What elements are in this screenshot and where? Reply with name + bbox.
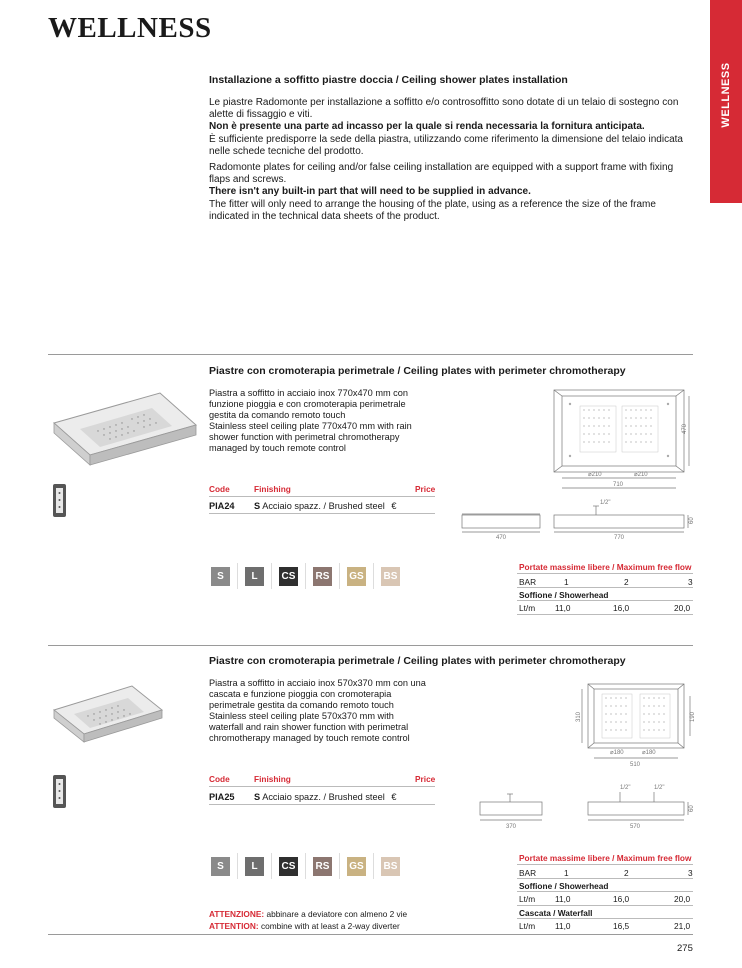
swatch-separator [305, 563, 306, 589]
dim-spacing-a: ⌀180 [610, 750, 624, 756]
ceiling-plate-illustration [50, 676, 170, 748]
col-code-header: Code [209, 484, 230, 494]
table-rule [517, 600, 693, 601]
touch-remote-icon [52, 774, 68, 810]
finish-swatches [211, 563, 400, 589]
dim-side-a: 370 [506, 824, 517, 830]
flow-value: 21,0 [674, 921, 691, 931]
product-code: PIA24 [209, 501, 235, 511]
side-tab-label: WELLNESS [720, 62, 732, 128]
section-divider [48, 645, 693, 646]
warning-en [209, 921, 400, 931]
col-code-header: Code [209, 774, 230, 784]
dim-spacing-b: ⌀180 [642, 750, 656, 756]
swatch-separator [339, 563, 340, 589]
page-title: WELLNESS [48, 12, 212, 44]
section-side-tab [710, 0, 742, 203]
flow-value: 16,5 [613, 921, 630, 931]
table-rule [209, 496, 435, 497]
technical-drawing [474, 678, 698, 836]
intro-it-3: È sufficiente predisporre la sede della piastra, utilizzando come riferimento la dimensione del telaio indicata nelle schede tecniche del prodotto. [209, 133, 683, 157]
flow-bar-label: BAR [519, 577, 537, 587]
dim-spacing-a: ⌀210 [588, 472, 602, 478]
table-rule [517, 587, 693, 588]
flow-table-title: Portate massime libere / Maximum free flow [519, 562, 692, 572]
table-rule [517, 614, 693, 615]
intro-heading: Installazione a soffitto piastre doccia / Ceiling shower plates installation [209, 74, 568, 86]
flow-table-title: Portate massime libere / Maximum free flow [519, 853, 692, 863]
footer-rule [48, 934, 693, 935]
swatch-s: S [211, 567, 230, 586]
product-description [209, 678, 429, 744]
flow-group-name: Soffione / Showerhead [519, 881, 609, 891]
swatch-rs: RS [313, 567, 332, 586]
finish-name: Acciaio spazz. / Brushed steel [262, 501, 385, 511]
table-rule [517, 891, 693, 892]
flow-bar-1: 1 [564, 868, 569, 878]
product-code: PIA25 [209, 792, 235, 802]
finish-swatches [211, 853, 400, 879]
intro-it-1: Le piastre Radomonte per installazione a soffitto e/o controsoffitto sono dotate di un telaio di sostegno con alette di fissaggio e viti. [209, 97, 679, 121]
desc-it: Piastra a soffitto in acciaio inox 570x370 mm con una cascata e funzione pioggia con cromoterapia perimetrale gestita da comando remoto touch [209, 678, 426, 710]
dim-depth: 60 [689, 805, 695, 812]
flow-bar-2: 2 [624, 868, 629, 878]
section-divider [48, 354, 693, 355]
dim-side-b: 570 [630, 824, 641, 830]
table-rule [209, 513, 435, 514]
flow-unit: Lt/m [519, 894, 536, 904]
flow-value: 11,0 [555, 921, 571, 931]
desc-en: Stainless steel ceiling plate 770x470 mm with rain shower function with perimetral chromotherapy managed by touch remote control [209, 421, 412, 453]
dim-height: 470 [682, 423, 688, 434]
flow-value: 16,0 [613, 894, 630, 904]
swatch-cs: CS [279, 857, 298, 876]
intro-en-1: Radomonte plates for ceiling and/or false ceiling installation are equipped with a support frame with fixing flaps and screws. [209, 162, 674, 186]
table-rule [517, 878, 693, 879]
touch-remote-icon [52, 483, 68, 519]
swatch-gs: GS [347, 567, 366, 586]
price-currency: € [391, 792, 397, 802]
col-price-header: Price [415, 774, 436, 784]
dim-spacing-b: ⌀210 [634, 472, 648, 478]
swatch-separator [271, 563, 272, 589]
swatch-gs: GS [347, 857, 366, 876]
warning-it-label: ATTENZIONE: [209, 909, 265, 919]
product-title: Piastre con cromoterapia perimetrale / Ceiling plates with perimeter chromotherapy [209, 655, 626, 667]
swatch-separator [237, 853, 238, 879]
finish-row [254, 792, 396, 802]
dim-side-b: 770 [614, 535, 625, 541]
swatch-separator [237, 563, 238, 589]
flow-group-name: Soffione / Showerhead [519, 590, 609, 600]
swatch-s: S [211, 857, 230, 876]
table-rule [517, 573, 693, 574]
swatch-separator [271, 853, 272, 879]
dim-height-right: 190 [690, 711, 696, 722]
swatch-cs: CS [279, 567, 298, 586]
finish-code: S [254, 501, 261, 511]
flow-value: 16,0 [613, 603, 630, 613]
finish-name: Acciaio spazz. / Brushed steel [262, 792, 385, 802]
dim-depth: 60 [689, 517, 695, 524]
flow-unit: Lt/m [519, 921, 536, 931]
product-description [209, 388, 429, 454]
warning-en-label: ATTENTION: [209, 921, 259, 931]
dim-pipe: 1/2" [600, 500, 611, 506]
swatch-separator [373, 853, 374, 879]
swatch-bs: BS [381, 567, 400, 586]
swatch-rs: RS [313, 857, 332, 876]
col-finishing-header: Finishing [254, 484, 291, 494]
dim-side-a: 470 [496, 535, 507, 541]
finish-code: S [254, 792, 261, 802]
swatch-l: L [245, 857, 264, 876]
intro-en-3: The fitter will only need to arrange the housing of the plate, using as a reference the size of the frame indicated in the technical data sheets of the product. [209, 198, 656, 222]
swatch-separator [339, 853, 340, 879]
page-number: 275 [677, 943, 693, 954]
flow-value: 11,0 [555, 894, 571, 904]
flow-value: 20,0 [674, 603, 691, 613]
desc-en: Stainless steel ceiling plate 570x370 mm with waterfall and rain shower function with perimetral chromotherapy managed by touch remote control [209, 711, 410, 743]
swatch-separator [305, 853, 306, 879]
warning-it [209, 909, 407, 919]
dim-height: 310 [576, 711, 582, 722]
desc-it: Piastra a soffitto in acciaio inox 770x470 mm con funzione pioggia e con cromoterapia perimetrale gestita da comando remoto touch [209, 388, 408, 420]
technical-drawing [458, 384, 698, 542]
table-rule [209, 786, 435, 787]
intro-body [209, 97, 695, 223]
dim-pipe-b: 1/2" [654, 785, 665, 791]
intro-it-2: Non è presente una parte ad incasso per la quale si renda necessaria la fornitura anticipata. [209, 121, 645, 133]
flow-bar-1: 1 [564, 577, 569, 587]
swatch-l: L [245, 567, 264, 586]
flow-bar-3: 3 [688, 868, 693, 878]
warning-en-text: combine with at least a 2-way diverter [260, 921, 400, 931]
col-finishing-header: Finishing [254, 774, 291, 784]
table-rule [517, 918, 693, 919]
flow-value: 11,0 [555, 603, 571, 613]
flow-unit: Lt/m [519, 603, 536, 613]
product-title: Piastre con cromoterapia perimetrale / Ceiling plates with perimeter chromotherapy [209, 365, 626, 377]
swatch-separator [373, 563, 374, 589]
table-rule [517, 864, 693, 865]
dim-width: 510 [630, 762, 641, 768]
swatch-bs: BS [381, 857, 400, 876]
flow-group-name: Cascata / Waterfall [519, 908, 593, 918]
dim-pipe-a: 1/2" [620, 785, 631, 791]
flow-bar-label: BAR [519, 868, 537, 878]
warning-it-text: abbinare a deviatore con almeno 2 vie [266, 909, 408, 919]
finish-row [254, 501, 396, 511]
table-rule [209, 804, 435, 805]
table-rule [517, 905, 693, 906]
col-price-header: Price [415, 484, 436, 494]
ceiling-plate-illustration [48, 383, 203, 475]
intro-en-2: There isn't any built-in part that will need to be supplied in advance. [209, 186, 531, 198]
flow-bar-2: 2 [624, 577, 629, 587]
flow-bar-3: 3 [688, 577, 693, 587]
dim-width: 710 [613, 482, 624, 488]
flow-value: 20,0 [674, 894, 691, 904]
price-currency: € [391, 501, 397, 511]
